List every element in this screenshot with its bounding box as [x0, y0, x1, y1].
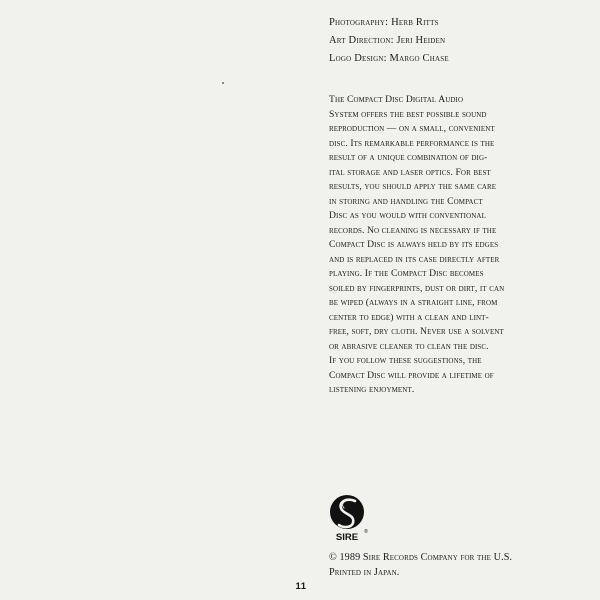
body-line: System offers the best possible sound — [329, 108, 487, 120]
body-line: reproduction — on a small, convenient — [329, 123, 495, 134]
body-line: ital storage and laser optics. For best — [329, 166, 491, 178]
body-line: Disc as you would with conventional — [329, 210, 486, 221]
body-line: soiled by fingerprints, dust or dirt, it can — [329, 282, 505, 294]
printed-in-line: Printed in Japan. — [329, 567, 400, 578]
credit-photography: Photography: Herb Ritts — [329, 17, 439, 28]
body-line: or abrasive cleaner to clean the disc. — [329, 340, 489, 352]
body-line: listening enjoyment. — [329, 384, 415, 395]
credit-logo-design: Logo Design: Margo Chase — [329, 53, 449, 64]
body-line: playing. If the Compact Disc becomes — [329, 268, 484, 279]
credit-art-direction: Art Direction: Jeri Heiden — [329, 35, 446, 46]
body-line: center to edge) with a clean and lint- — [329, 311, 489, 323]
body-line: be wiped (always in a straight line, from — [329, 297, 498, 308]
registered-mark: ® — [364, 529, 368, 535]
page-number: 11 — [295, 581, 307, 592]
body-line: results, you should apply the same care — [329, 181, 497, 192]
body-line: The Compact Disc Digital Audio — [329, 94, 464, 105]
copyright-block — [329, 550, 569, 580]
body-line: Compact Disc will provide a lifetime of — [329, 369, 494, 381]
sire-logo-icon — [329, 494, 371, 544]
body-line: in storing and handling the Compact — [329, 195, 483, 207]
body-line: records. No cleaning is necessary if the — [329, 224, 497, 236]
body-line: If you follow these suggestions, the — [329, 355, 482, 366]
print-speck — [222, 82, 224, 84]
body-line: disc. Its remarkable performance is the — [329, 137, 495, 149]
body-line: Compact Disc is always held by its edges — [329, 239, 499, 250]
copyright-line: © 1989 Sire Records Company for the U.S. — [329, 552, 513, 563]
body-line: and is replaced in its case directly after — [329, 253, 500, 265]
credits-block — [329, 14, 569, 68]
logo-text: SIRE — [335, 532, 359, 543]
sire-records-logo — [329, 494, 371, 544]
body-line: result of a unique combination of dig- — [329, 152, 488, 163]
body-line: free, soft, dry cloth. Never use a solvent — [329, 326, 504, 337]
compact-disc-care-text — [329, 93, 534, 398]
